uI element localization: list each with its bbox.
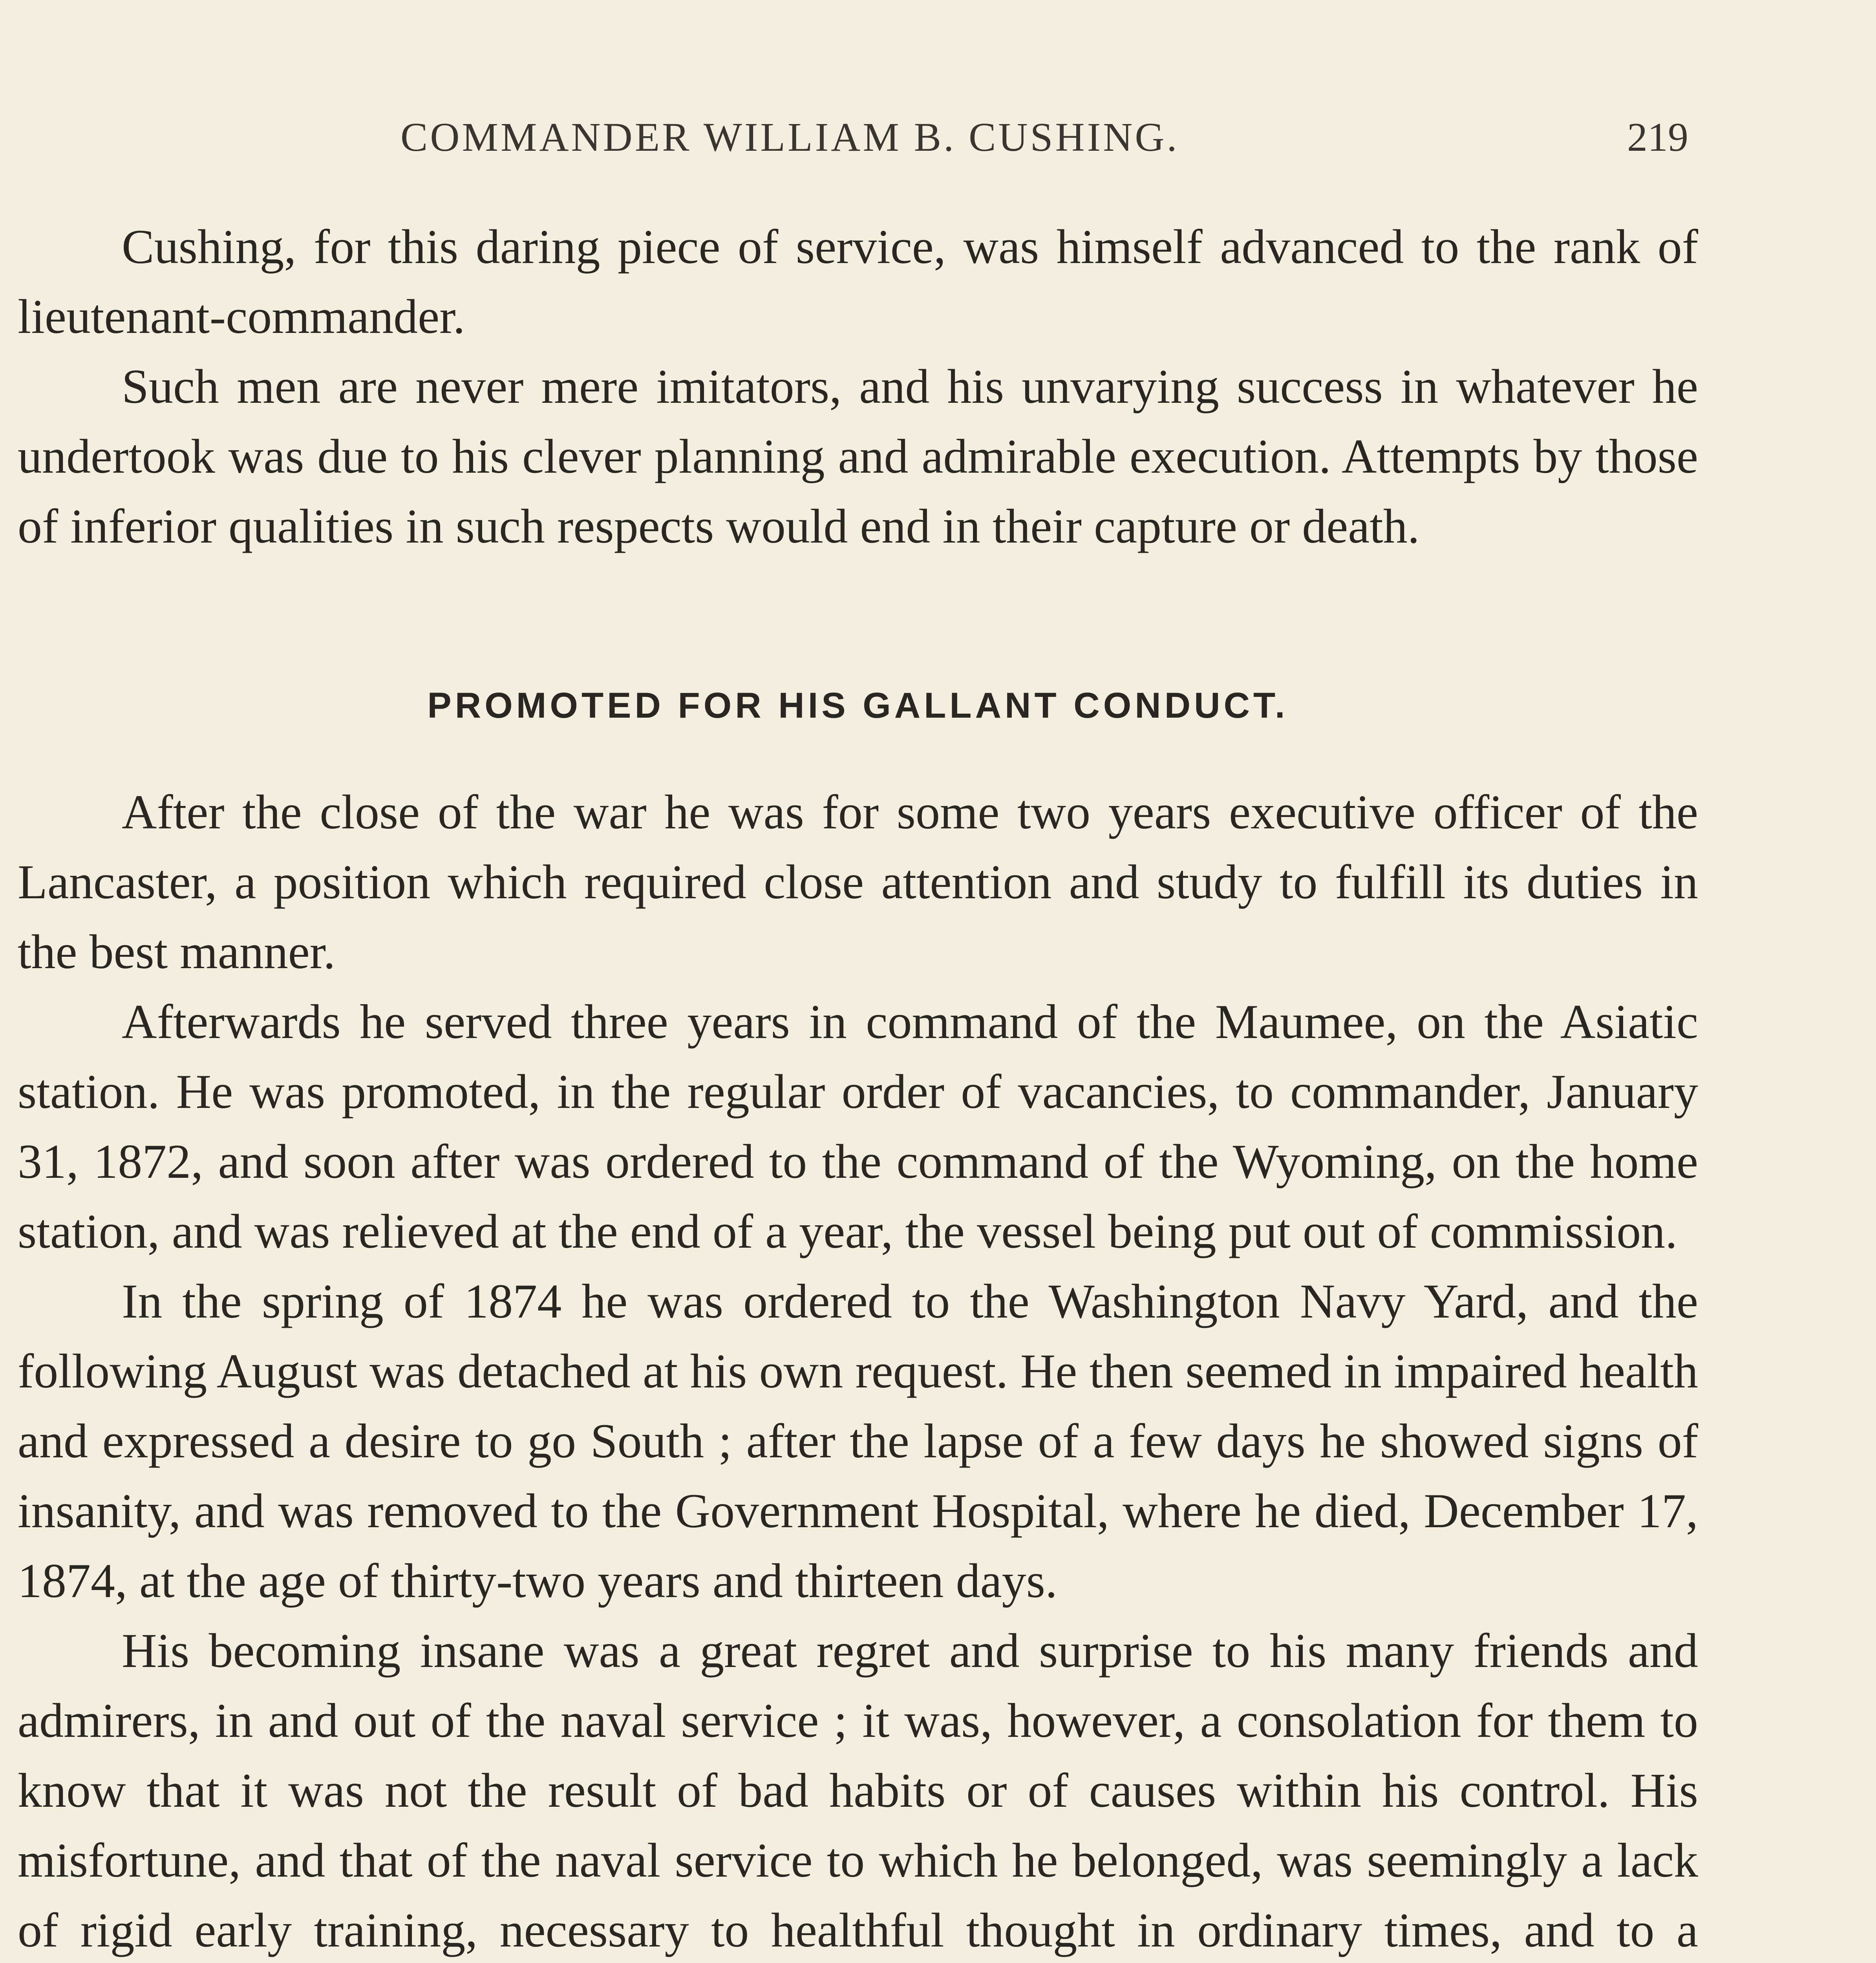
running-head-title: COMMANDER WILLIAM B. CUSHING. [400, 115, 1179, 160]
paragraph: In the spring of 1874 he was ordered to the Washington Navy Yard, and the following August was detached at his own request. He then seemed in impaired health and expressed a desire to go South ; after the lapse of a few days he showed signs of insanity, and was removed to the Government Hospital, where he died, December 17, 1874, at the age of thirty-two years and thirteen days. [18, 1274, 1698, 1608]
text-block-before-heading [18, 212, 1698, 561]
paragraph: Afterwards he served three years in command of the Maumee, on the Asiatic station. He was promoted, in the regular order of vacancies, to commander, January 31, 1872, and soon after was ordered to the command of the Wyoming, on the home station, and was relieved at the end of a year, the vessel being put out of commission. [18, 995, 1698, 1258]
paragraph: Such men are never mere imitators, and his unvarying success in whatever he undertook was due to his clever planning and admirable execution. Attempts by those of inferior qualities in such respects would end in their capture or death. [18, 360, 1698, 553]
paragraph: His becoming insane was a great regret and surprise to his many friends and admirers, in and out of the naval service ; it was, however, a consolation for them to know that it was not the result of bad habits or of causes within his control. His misfortune, and that of the naval service to which he belonged, was seemingly a lack of rigid early training, necessary to healthful thought in ordinary times, and to a [18, 1624, 1698, 1957]
paragraph: Cushing, for this daring piece of service, was himself advanced to the rank of lieutenant-commander. [18, 220, 1698, 344]
page-number: 219 [1627, 115, 1688, 160]
text-block-section [18, 777, 1698, 1963]
section-heading: PROMOTED FOR HIS GALLANT CONDUCT. [427, 685, 1289, 726]
paragraph: After the close of the war he was for some two years executive officer of the Lancaster, a position which required close attention and study to fulfill its duties in the best manner. [18, 785, 1698, 979]
